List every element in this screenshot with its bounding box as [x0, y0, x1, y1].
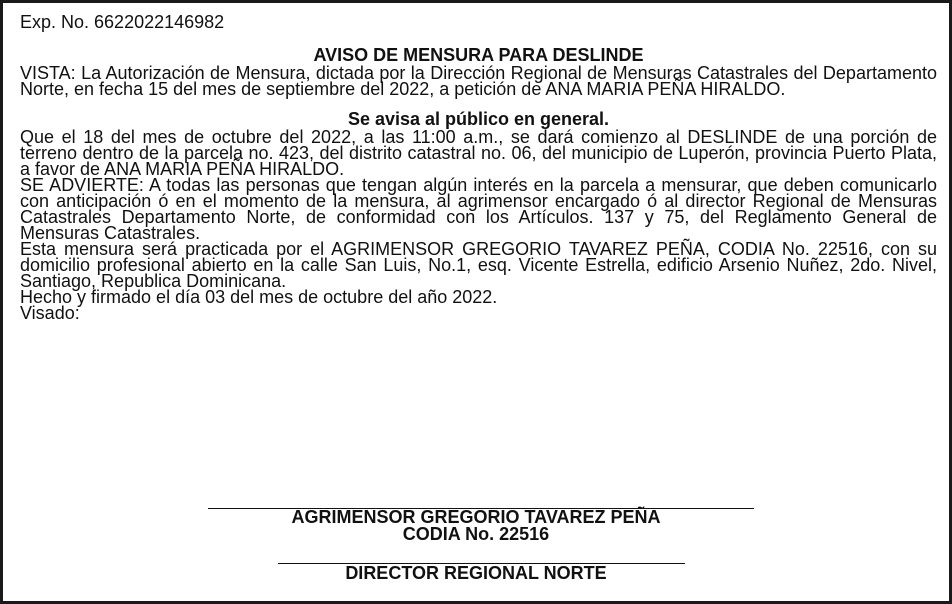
public-notice-heading: Se avisa al público en general. — [347, 109, 610, 129]
surveyor-paragraph: Esta mensura será practicada por el AGRIMENSOR GREGORIO TAVAREZ PEÑA, CODIA No. 22516, con su domicilio profesional abierto en la calle San Luis, No.1, esq. Vicente Estrella, edificio Arsenio Nuñez, 2do. Nivel, Santiago, Republica Dominicana. — [20, 239, 937, 291]
vista-paragraph: VISTA: La Autorización de Mensura, dictada por la Dirección Regional de Mensuras Catastrales del Departamento Norte, en fecha 15 del mes de septiembre del 2022, a petición de ANA MARIA PEÑA HIRALDO. — [20, 63, 937, 99]
deslinde-paragraph: Que el 18 del mes de octubre del 2022, a las 11:00 a.m., se dará comienzo al DESLINDE de una porción de terreno dentro de la parcela no. 423, del distrito catastral no. 06, del municipio de Luperón, provincia Puerto Plata, a favor de ANA MARIA PEÑA HIRALDO. — [20, 127, 937, 179]
surveyor-signature-block — [3, 509, 949, 543]
director-title: DIRECTOR REGIONAL NORTE — [345, 563, 607, 583]
surveyor-name: AGRIMENSOR GREGORIO TAVAREZ PEÑA — [291, 507, 661, 527]
signed-date-paragraph: Hecho y firmado el día 03 del mes de octubre del año 2022. — [20, 287, 498, 307]
advierte-paragraph: SE ADVIERTE: A todas las personas que tengan algún interés en la parcela a mensurar, que deben comunicarlo con anticipación ó en el momento de la mensura, al agrimensor encargado ó al director Regional de Mensuras Catastrales Departamento Norte, de conformidad con los Artículos. 137 y 75, del Reglamento General de Mensuras Catastrales. — [20, 175, 937, 243]
notice-title: AVISO DE MENSURA PARA DESLINDE — [313, 45, 644, 65]
expedient-number: Exp. No. 6622022146982 — [20, 12, 225, 32]
visado-label: Visado: — [20, 303, 80, 323]
director-signature-block — [3, 563, 949, 583]
surveyor-codia: CODIA No. 22516 — [402, 524, 550, 544]
